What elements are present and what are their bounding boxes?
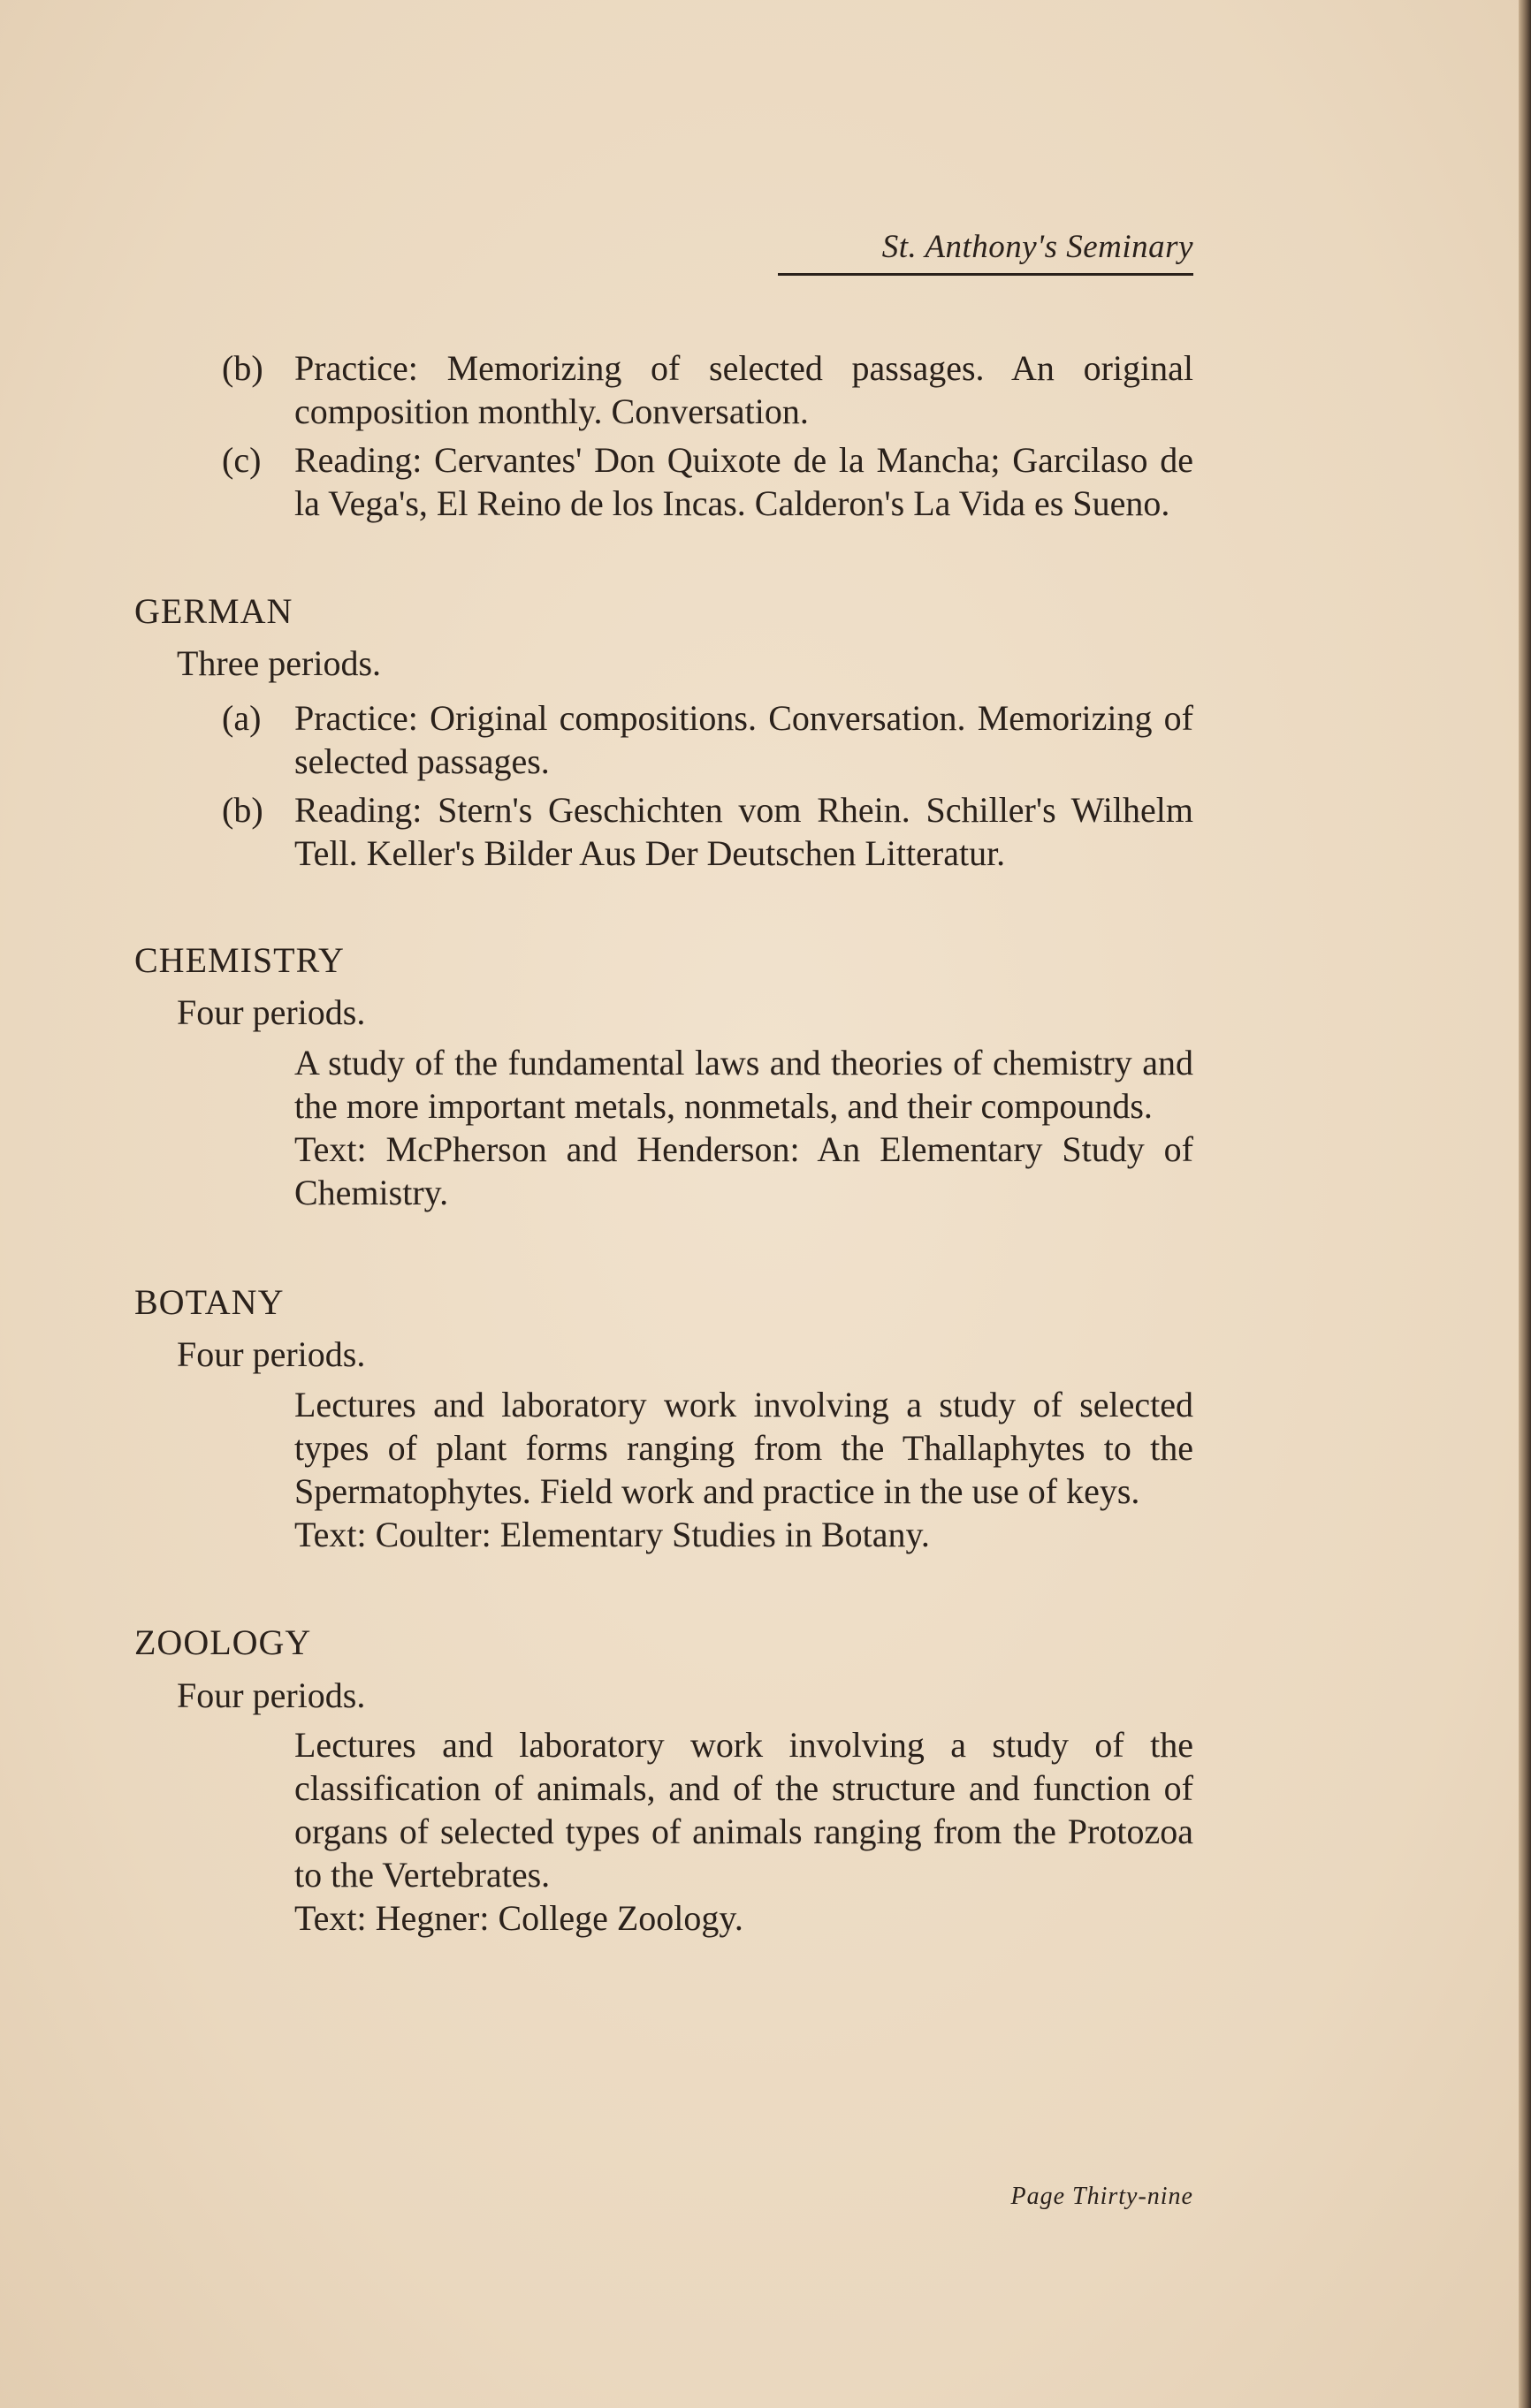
course-description-chemistry bbox=[294, 1041, 1193, 1214]
periods-zoology: Four periods. bbox=[177, 1675, 366, 1715]
item-text: Practice: Memorizing of selected passages. An original composition monthly. Conversation. bbox=[294, 348, 1193, 431]
item-text: Practice: Original compositions. Conversation. Memorizing of selected passages. bbox=[294, 698, 1193, 781]
section-heading-zoology: ZOOLOGY bbox=[134, 1622, 312, 1662]
description-text: Lectures and laboratory work involving a study of selected types of plant forms ranging from the Thallaphytes to the Spermatophytes. Field work and practice in the use of keys. bbox=[294, 1385, 1193, 1511]
list-item bbox=[222, 788, 1193, 875]
textbook-text: Text: McPherson and Henderson: An Elementary Study of Chemistry. bbox=[294, 1129, 1193, 1212]
item-label: (b) bbox=[222, 348, 263, 388]
item-label: (c) bbox=[222, 440, 262, 480]
course-description-zoology bbox=[294, 1723, 1193, 1940]
section-heading-botany: BOTANY bbox=[134, 1282, 285, 1322]
list-item bbox=[222, 696, 1193, 783]
page-number: Page Thirty-nine bbox=[1010, 2183, 1193, 2210]
item-text: Reading: Stern's Geschichten vom Rhein. Schiller's Wilhelm Tell. Keller's Bilder Aus Der Deutschen Litteratur. bbox=[294, 790, 1193, 873]
periods-chemistry: Four periods. bbox=[177, 992, 366, 1032]
page-edge bbox=[1519, 0, 1531, 2408]
section-heading-german: GERMAN bbox=[134, 591, 293, 631]
item-text: Reading: Cervantes' Don Quixote de la Mancha; Garcilaso de la Vega's, El Reino de los Incas. Calderon's La Vida es Sueno. bbox=[294, 440, 1193, 523]
item-label: (a) bbox=[222, 698, 262, 738]
textbook-text: Text: Coulter: Elementary Studies in Botany. bbox=[294, 1515, 930, 1554]
periods-botany: Four periods. bbox=[177, 1334, 366, 1374]
description-text: A study of the fundamental laws and theories of chemistry and the more important metals, nonmetals, and their compounds. bbox=[294, 1043, 1193, 1126]
periods-german: Three periods. bbox=[177, 643, 382, 683]
running-head: St. Anthony's Seminary bbox=[778, 228, 1193, 276]
textbook-text: Text: Hegner: College Zoology. bbox=[294, 1898, 743, 1938]
section-heading-chemistry: CHEMISTRY bbox=[134, 940, 345, 980]
description-text: Lectures and laboratory work involving a study of the classification of animals, and of the structure and function of organs of selected types of animals ranging from the Protozoa to the Vertebrates. bbox=[294, 1725, 1193, 1895]
course-description-botany bbox=[294, 1383, 1193, 1556]
item-label: (b) bbox=[222, 790, 263, 830]
list-item bbox=[222, 346, 1193, 433]
list-item bbox=[222, 438, 1193, 525]
